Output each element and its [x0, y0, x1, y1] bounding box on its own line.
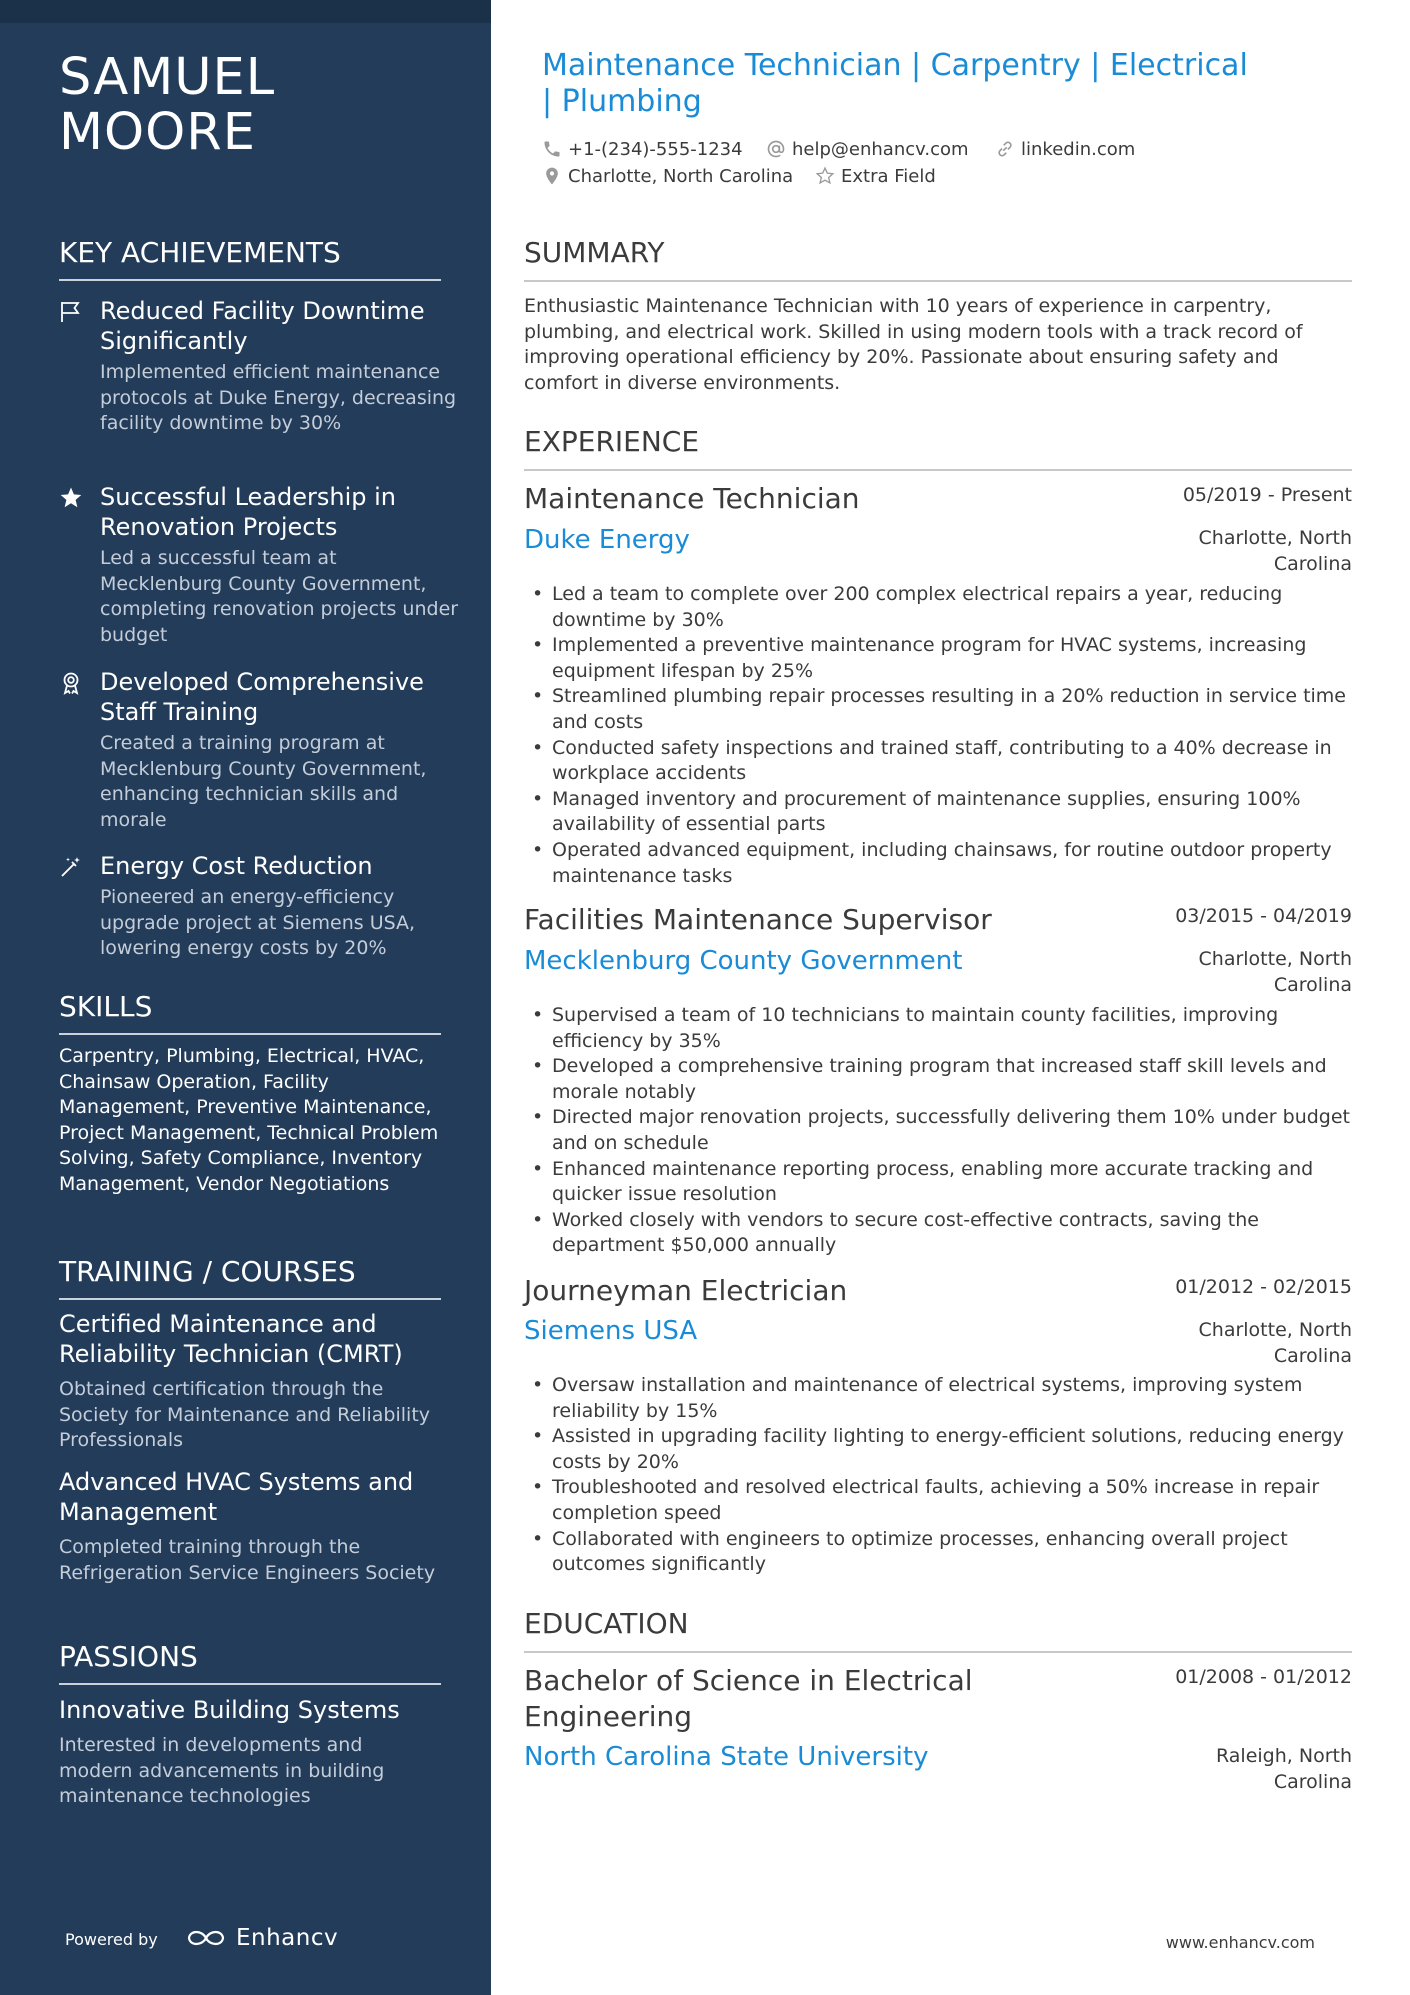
medal-icon	[59, 671, 83, 695]
passions-heading: PASSIONS	[59, 1640, 441, 1685]
job-bullets	[524, 582, 1354, 889]
job-role: Facilities Maintenance Supervisor	[524, 903, 992, 936]
website-text[interactable]: linkedin.com	[1021, 138, 1136, 160]
passion-title: Innovative Building Systems	[59, 1696, 400, 1724]
achievements-heading: KEY ACHIEVEMENTS	[59, 236, 441, 281]
job-role: Maintenance Technician	[524, 482, 860, 515]
list-item: • Implemented a preventive maintenance program for HVAC systems, increasing equipment lifespan by 25%	[524, 633, 1354, 684]
infinity-logo-icon	[184, 1926, 228, 1950]
course-title: Certified Maintenance and Reliability Technician (CMRT)	[59, 1310, 403, 1368]
summary-heading: SUMMARY	[524, 236, 1352, 282]
achievement-desc: Implemented efficient maintenance protocols at Duke Energy, decreasing facility downtime by 30%	[100, 361, 457, 435]
list-item: • Assisted in upgrading facility lighting to energy-efficient solutions, reducing energy costs by 20%	[524, 1424, 1354, 1475]
achievement-title: Developed Comprehensive Staff Training	[100, 668, 424, 726]
list-item: • Worked closely with vendors to secure cost-effective contracts, saving the department $50,000 annually	[524, 1208, 1354, 1259]
contact-location	[542, 164, 793, 188]
location-text: Charlotte, North Carolina	[568, 165, 794, 187]
list-item: • Supervised a team of 10 technicians to maintain county facilities, improving efficiency by 35%	[524, 1003, 1354, 1054]
achievement-desc: Created a training program at Mecklenburg County Government, enhancing technician skills and morale	[100, 732, 427, 831]
magic-wand-icon	[59, 855, 83, 879]
name-last: MOORE	[59, 103, 256, 162]
list-item: • Enhanced maintenance reporting process, enabling more accurate tracking and quicker issue resolution	[524, 1157, 1354, 1208]
extra-field-text: Extra Field	[841, 165, 936, 187]
sidebar	[0, 0, 491, 1995]
school-name: North Carolina State University	[524, 1742, 929, 1772]
name-first: SAMUEL	[59, 48, 276, 107]
education-location: Raleigh, North Carolina	[1216, 1745, 1352, 1793]
education-heading: EDUCATION	[524, 1607, 1352, 1653]
star-outline-icon	[815, 166, 835, 186]
list-item: • Conducted safety inspections and trained staff, contributing to a 40% decrease in workplace accidents	[524, 736, 1354, 787]
job-role: Journeyman Electrician	[524, 1274, 848, 1307]
skills-list: Carpentry, Plumbing, Electrical, HVAC, Chainsaw Operation, Facility Management, Preventive Maintenance, Project Management, Technical Problem Solving, Safety Compliance, Inventory Management, Vendor Negotiations	[59, 1045, 439, 1195]
list-item: • Streamlined plumbing repair processes resulting in a 20% reduction in service time and costs	[524, 684, 1354, 735]
powered-by-label: Powered by	[65, 1930, 158, 1949]
flag-icon	[59, 300, 83, 324]
at-icon	[766, 139, 786, 159]
contact-website	[995, 137, 1135, 161]
experience-heading: EXPERIENCE	[524, 425, 1352, 471]
training-heading: TRAINING / COURSES	[59, 1255, 441, 1300]
list-item: • Directed major renovation projects, successfully delivering them 10% under budget and on schedule	[524, 1105, 1354, 1156]
location-pin-icon	[542, 166, 562, 186]
enhancv-logo[interactable]	[184, 1925, 338, 1951]
list-item: • Developed a comprehensive training program that increased staff skill levels and morale notably	[524, 1054, 1354, 1105]
achievement-item	[59, 482, 459, 657]
achievement-title: Energy Cost Reduction	[100, 852, 373, 880]
phone-text[interactable]: +1-(234)-555-1234	[568, 138, 743, 160]
phone-icon	[542, 139, 562, 159]
job-company: Siemens USA	[524, 1316, 698, 1346]
email-text[interactable]: help@enhancv.com	[792, 138, 969, 160]
contact-phone	[542, 137, 743, 161]
achievement-desc: Led a successful team at Mecklenburg County Government, completing renovation projects under budget	[100, 547, 459, 646]
job-location: Charlotte, North Carolina	[1198, 527, 1352, 575]
job-location: Charlotte, North Carolina	[1198, 1319, 1352, 1367]
contact-extra	[815, 164, 936, 188]
course-desc: Obtained certification through the Society for Maintenance and Reliability Professionals	[59, 1378, 431, 1452]
footer-url[interactable]: www.enhancv.com	[1165, 1933, 1315, 1952]
enhancv-brand: Enhancv	[236, 1925, 339, 1951]
list-item: • Oversaw installation and maintenance of electrical systems, improving system reliability by 15%	[524, 1373, 1354, 1424]
list-item: • Managed inventory and procurement of maintenance supplies, ensuring 100% availability of essential parts	[524, 787, 1354, 838]
job-bullets	[524, 1003, 1354, 1259]
job-company: Mecklenburg County Government	[524, 946, 963, 976]
achievement-title: Successful Leadership in Renovation Projects	[100, 483, 396, 541]
achievement-item	[59, 667, 449, 842]
degree-title: Bachelor of Science in Electrical Engineering	[524, 1664, 973, 1733]
job-bullets	[524, 1373, 1354, 1578]
job-dates: 05/2019 - Present	[1182, 484, 1352, 506]
star-icon	[59, 486, 83, 510]
education-dates: 01/2008 - 01/2012	[1175, 1666, 1352, 1688]
summary-text: Enthusiastic Maintenance Technician with 10 years of experience in carpentry, plumbing, and electrical work. Skilled in using modern tools with a track record of improving operational efficiency by 20%. Passionate about ensuring safety and comfort in diverse environments.	[524, 295, 1303, 394]
achievement-title: Reduced Facility Downtime Significantly	[100, 297, 425, 355]
job-location: Charlotte, North Carolina	[1198, 948, 1352, 996]
course-title: Advanced HVAC Systems and Management	[59, 1468, 414, 1526]
course-desc: Completed training through the Refrigeration Service Engineers Society	[59, 1536, 436, 1584]
achievement-desc: Pioneered an energy-efficiency upgrade project at Siemens USA, lowering energy costs by 20%	[100, 886, 416, 960]
sidebar-top-band	[0, 0, 491, 23]
passion-desc: Interested in developments and modern advancements in building maintenance technologies	[59, 1734, 385, 1808]
achievement-item	[59, 851, 449, 971]
job-dates: 01/2012 - 02/2015	[1175, 1276, 1352, 1298]
job-dates: 03/2015 - 04/2019	[1175, 905, 1352, 927]
job-headline: Maintenance Technician | Carpentry | Electrical | Plumbing	[542, 48, 1248, 119]
list-item: • Led a team to complete over 200 complex electrical repairs a year, reducing downtime by 30%	[524, 582, 1354, 633]
list-item: • Troubleshooted and resolved electrical faults, achieving a 50% increase in repair completion speed	[524, 1475, 1354, 1526]
candidate-name	[59, 50, 275, 160]
link-icon	[995, 139, 1015, 159]
list-item: • Operated advanced equipment, including chainsaws, for routine outdoor property maintenance tasks	[524, 838, 1354, 889]
job-company: Duke Energy	[524, 525, 690, 555]
achievement-item	[59, 296, 457, 471]
skills-heading: SKILLS	[59, 990, 441, 1035]
list-item: • Collaborated with engineers to optimize processes, enhancing overall project outcomes significantly	[524, 1527, 1354, 1578]
contact-email	[766, 137, 969, 161]
